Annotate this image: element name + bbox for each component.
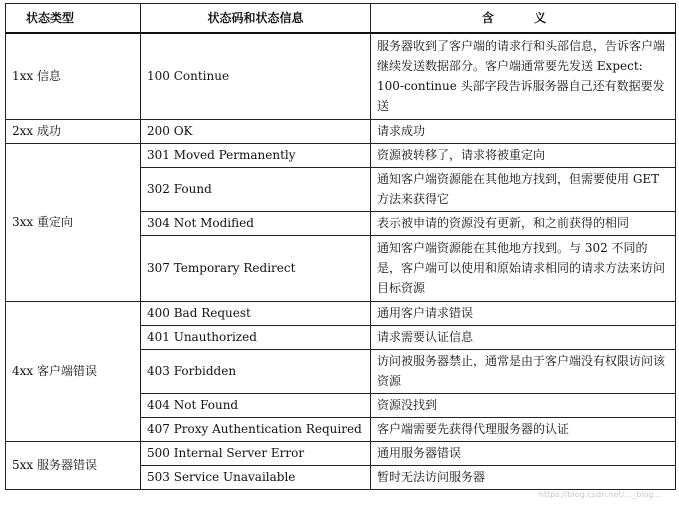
status-meaning: 通知客户端资源能在其他地方找到，但需要使用 GET 方法来获得它: [371, 167, 676, 211]
status-code: 403 Forbidden: [141, 349, 371, 393]
status-code: 404 Not Found: [141, 393, 371, 417]
status-code: 500 Internal Server Error: [141, 441, 371, 465]
column-header-meaning: 含 义: [371, 4, 676, 34]
status-code: 407 Proxy Authentication Required: [141, 417, 371, 441]
status-meaning: 请求需要认证信息: [371, 325, 676, 349]
table-row: [6, 143, 676, 167]
status-code: 304 Not Modified: [141, 211, 371, 235]
group-2xx: 2xx 成功: [6, 119, 141, 143]
group-1xx: 1xx 信息: [6, 33, 141, 119]
table-row: [6, 33, 676, 119]
status-code: 100 Continue: [141, 33, 371, 119]
status-meaning: 资源没找到: [371, 393, 676, 417]
status-meaning: 请求成功: [371, 119, 676, 143]
status-meaning: 通知客户端资源能在其他地方找到。与 302 不同的是，客户端可以使用和原始请求相同的请求方法来访问目标资源: [371, 235, 676, 301]
group-4xx: 4xx 客户端错误: [6, 301, 141, 441]
status-meaning: 通用服务器错误: [371, 441, 676, 465]
watermark: https://blog.csdn.net/..._blog...: [538, 490, 661, 499]
status-meaning: 暂时无法访问服务器: [371, 465, 676, 489]
table-header-row: [6, 4, 676, 34]
table-row: [6, 441, 676, 465]
status-code: 307 Temporary Redirect: [141, 235, 371, 301]
status-code: 503 Service Unavailable: [141, 465, 371, 489]
status-code: 200 OK: [141, 119, 371, 143]
status-code: 302 Found: [141, 167, 371, 211]
group-5xx: 5xx 服务器错误: [6, 441, 141, 489]
status-code: 400 Bad Request: [141, 301, 371, 325]
status-meaning: 客户端需要先获得代理服务器的认证: [371, 417, 676, 441]
status-meaning: 服务器收到了客户端的请求行和头部信息，告诉客户端继续发送数据部分。客户端通常要先发送 Expect: 100-continue 头部字段告诉服务器自己还有数据要发送: [371, 33, 676, 119]
column-header-type: 状态类型: [6, 4, 141, 34]
column-header-code: 状态码和状态信息: [141, 4, 371, 34]
table-row: [6, 301, 676, 325]
group-3xx: 3xx 重定向: [6, 143, 141, 301]
status-code: 401 Unauthorized: [141, 325, 371, 349]
status-meaning: 通用客户请求错误: [371, 301, 676, 325]
table-row: [6, 119, 676, 143]
status-meaning: 访问被服务器禁止，通常是由于客户端没有权限访问该资源: [371, 349, 676, 393]
status-code-table-page: [5, 3, 675, 505]
status-meaning: 资源被转移了，请求将被重定向: [371, 143, 676, 167]
http-status-table: [5, 3, 676, 490]
status-meaning: 表示被申请的资源没有更新，和之前获得的相同: [371, 211, 676, 235]
status-code: 301 Moved Permanently: [141, 143, 371, 167]
